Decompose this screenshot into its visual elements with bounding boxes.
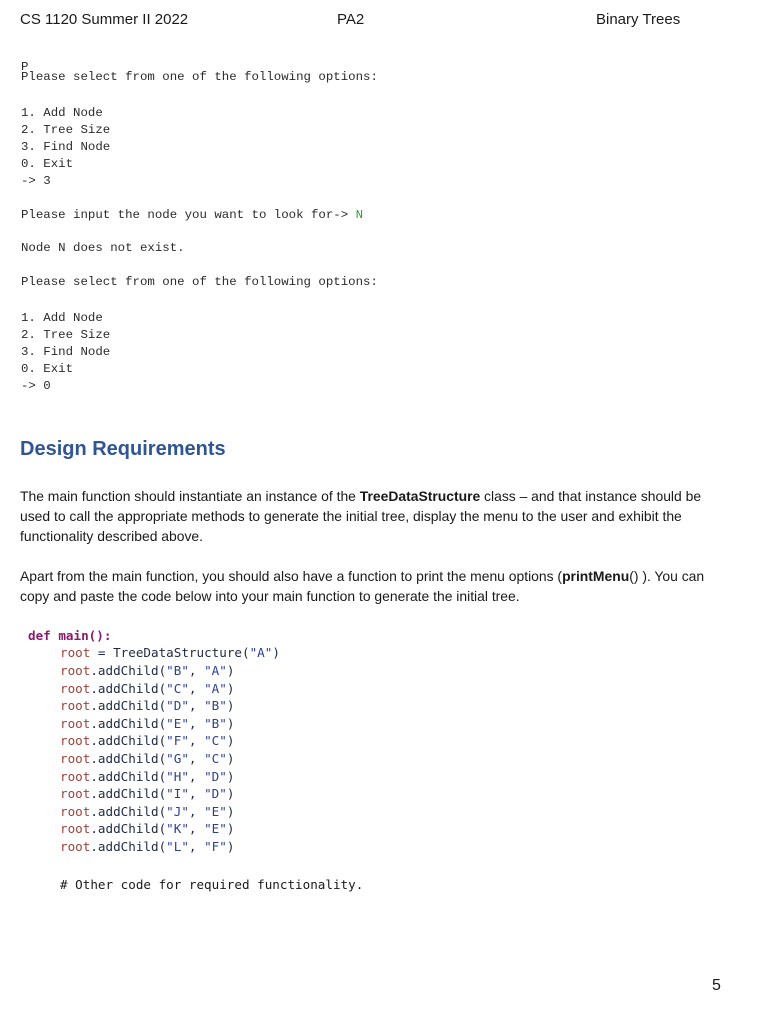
code-line-add-child: root.addChild("C", "A") <box>60 680 235 696</box>
console-user-input: N <box>355 208 364 222</box>
console-line: -> 3 <box>21 174 51 188</box>
header-course: CS 1120 Summer II 2022 <box>20 11 189 28</box>
console-line: Please select from one of the following options: <box>21 70 378 84</box>
code-line-add-child: root.addChild("F", "C") <box>60 733 235 749</box>
paragraph-main-function: The main function should instantiate an instance of the TreeDataStructure class – and that instance should be used to call the appropriate methods to generate the initial tree, display the menu to the user and exhibit the functionality described above. <box>20 488 702 544</box>
console-line: P <box>21 60 29 74</box>
code-line-add-child: root.addChild("K", "E") <box>60 821 235 837</box>
code-line-def: def main(): <box>28 628 112 643</box>
console-line: 1. Add Node <box>21 106 103 120</box>
page-number: 5 <box>712 977 721 994</box>
code-line-add-child: root.addChild("E", "B") <box>60 715 235 731</box>
code-line-add-child: root.addChild("J", "E") <box>60 803 235 819</box>
paragraph-print-menu: Apart from the main function, you should also have a function to print the menu options (printMenu() ). You can copy and paste the code below into your main function to generate the initial tree. <box>20 568 705 604</box>
console-line: 3. Find Node <box>21 345 111 359</box>
console-line: Please select from one of the following options: <box>21 275 378 289</box>
class-name-bold: TreeDataStructure <box>359 488 481 504</box>
section-heading: Design Requirements <box>20 438 226 460</box>
console-line: 2. Tree Size <box>21 123 111 137</box>
console-line: 2. Tree Size <box>21 328 111 342</box>
console-line: -> 0 <box>21 379 51 393</box>
console-line <box>21 208 363 222</box>
header-topic: Binary Trees <box>596 11 681 28</box>
code-line-root: root = TreeDataStructure("A") <box>60 645 280 660</box>
console-line: 3. Find Node <box>21 140 111 154</box>
header-assignment: PA2 <box>337 11 365 28</box>
console-line: 1. Add Node <box>21 311 103 325</box>
console-line: Node N does not exist. <box>21 241 185 255</box>
console-prompt: Please input the node you want to look for-> <box>21 208 356 222</box>
code-comment: # Other code for required functionality. <box>60 877 364 892</box>
code-line-add-child: root.addChild("D", "B") <box>60 698 235 714</box>
function-name-bold: printMenu <box>562 568 630 584</box>
code-line-add-child: root.addChild("B", "A") <box>60 663 235 678</box>
code-line-add-child: root.addChild("H", "D") <box>60 768 235 784</box>
console-line: 0. Exit <box>21 362 74 376</box>
console-line: 0. Exit <box>21 157 74 171</box>
code-line-add-child: root.addChild("G", "C") <box>60 751 235 766</box>
code-line-add-child: root.addChild("I", "D") <box>60 786 235 802</box>
code-line-add-child: root.addChild("L", "F") <box>60 839 235 854</box>
